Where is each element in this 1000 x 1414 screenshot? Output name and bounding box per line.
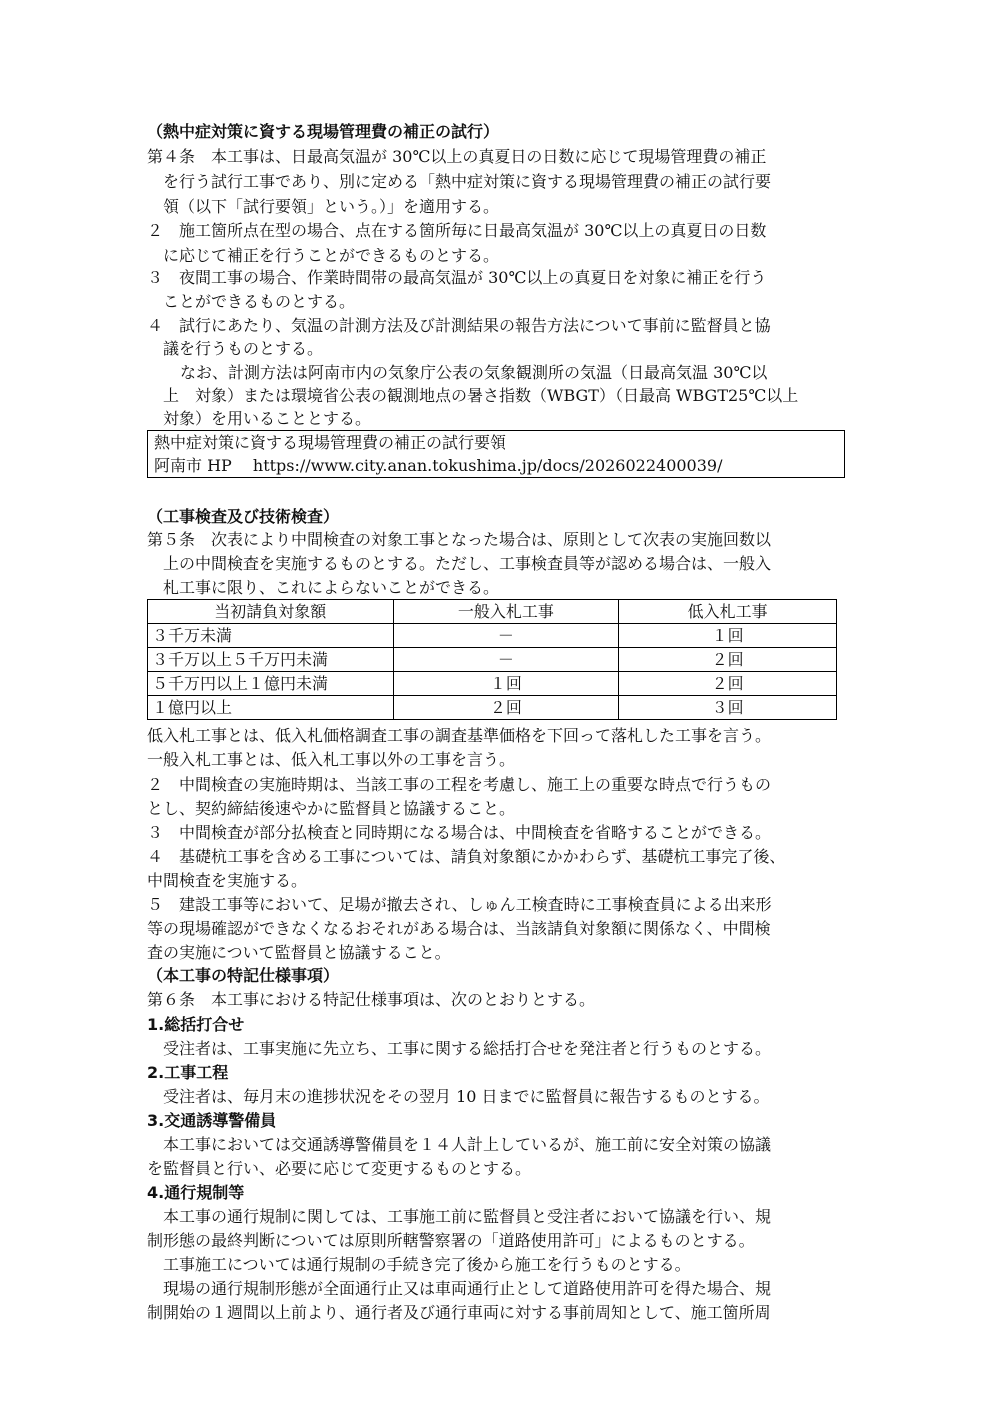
section-text-schedule: 受注者は、毎月末の進捗状況をその翌月 10 日までに監督員に報告するものとする。: [163, 1087, 770, 1106]
article6-heading: （本工事の特記仕様事項）: [147, 966, 340, 985]
table-cell: １回: [393, 672, 619, 696]
article5-note: 一般入札工事とは、低入札工事以外の工事を言う。: [147, 750, 516, 769]
article4-line: に応じて補正を行うことができるものとする。: [163, 246, 500, 265]
table-row: [148, 648, 837, 672]
table-cell: ３千万以上５千万円未満: [148, 648, 394, 672]
article5-line: 第５条 次表により中間検査の対象工事となった場合は、原則として次表の実施回数以: [147, 530, 772, 549]
reference-url: 阿南市 HP https://www.city.anan.tokushima.jp/docs/2026022400039/: [154, 456, 723, 475]
article5-note: とし、契約締結後速やかに監督員と協議すること。: [147, 799, 516, 818]
article4-line: 第４条 本工事は、日最高気温が 30℃以上の真夏日の日数に応じて現場管理費の補正: [147, 147, 767, 166]
table-cell: １回: [619, 624, 837, 648]
inspection-table: [147, 599, 837, 720]
table-cell: ２回: [393, 696, 619, 720]
section-text-traffic-control: 制開始の１週間以上前より、通行者及び通行車両に対する事前周知として、施工箇所周: [147, 1303, 771, 1322]
reference-box: [147, 430, 845, 478]
section-title-schedule: 2.工事工程: [147, 1063, 229, 1082]
article4-line: 上 対象）または環境省公表の観測地点の暑さ指数（WBGT）（日最高 WBGT25℃以上: [163, 386, 799, 405]
table-header: 当初請負対象額: [148, 600, 394, 624]
table-header: 低入札工事: [619, 600, 837, 624]
section-title-traffic-guard: 3.交通誘導警備員: [147, 1111, 277, 1130]
article4-line: なお、計測方法は阿南市内の気象庁公表の気象観測所の気温（日最高気温 30℃以: [180, 363, 768, 382]
article5-note: 査の実施について監督員と協議すること。: [147, 943, 451, 962]
table-cell: －: [393, 624, 619, 648]
article6-intro: 第６条 本工事における特記仕様事項は、次のとおりとする。: [147, 990, 596, 1009]
article5-note: ４ 基礎杭工事を含める工事については、請負対象額にかかわらず、基礎杭工事完了後、: [147, 847, 786, 866]
table-cell: １億円以上: [148, 696, 394, 720]
article4-line: ３ 夜間工事の場合、作業時間帯の最高気温が 30℃以上の真夏日を対象に補正を行う: [147, 268, 767, 287]
article5-note: 中間検査を実施する。: [147, 871, 308, 890]
article5-line: 上の中間検査を実施するものとする。ただし、工事検査員等が認める場合は、一般入: [163, 554, 772, 573]
article4-line: ４ 試行にあたり、気温の計測方法及び計測結果の報告方法について事前に監督員と協: [147, 316, 771, 335]
section-text-traffic-guard: 本工事においては交通誘導警備員を１４人計上しているが、施工前に安全対策の協議: [163, 1135, 772, 1154]
article5-note: ３ 中間検査が部分払検査と同時期になる場合は、中間検査を省略することができる。: [147, 823, 772, 842]
article4-line: 対象）を用いることとする。: [163, 409, 372, 428]
table-header: 一般入札工事: [393, 600, 619, 624]
section-text-traffic-control: 本工事の通行規制に関しては、工事施工前に監督員と受注者において協議を行い、規: [163, 1207, 772, 1226]
article5-heading: （工事検査及び技術検査）: [147, 507, 340, 526]
section-title-traffic-control: 4.通行規制等: [147, 1183, 245, 1202]
table-header-row: [148, 600, 837, 624]
article4-line: 議を行うものとする。: [163, 339, 324, 358]
article5-line: 札工事に限り、これによらないことができる。: [163, 578, 500, 597]
table-cell: －: [393, 648, 619, 672]
section-text-traffic-control: 工事施工については通行規制の手続き完了後から施工を行うものとする。: [163, 1255, 691, 1274]
article4-heading: （熱中症対策に資する現場管理費の補正の試行）: [147, 122, 500, 141]
section-text-traffic-control: 現場の通行規制形態が全面通行止又は車両通行止として道路使用許可を得た場合、規: [163, 1279, 772, 1298]
section-text-traffic-guard: を監督員と行い、必要に応じて変更するものとする。: [147, 1159, 532, 1178]
table-cell: ３回: [619, 696, 837, 720]
article4-line: ことができるものとする。: [163, 292, 356, 311]
table-row: [148, 672, 837, 696]
article4-line: ２ 施工箇所点在型の場合、点在する箇所毎に日最高気温が 30℃以上の真夏日の日数: [147, 221, 767, 240]
article5-note: ５ 建設工事等において、足場が撤去され、しゅん工検査時に工事検査員による出来形: [147, 895, 772, 914]
table-cell: ３千万未満: [148, 624, 394, 648]
section-text-traffic-control: 制形態の最終判断については原則所轄警察署の「道路使用許可」によるものとする。: [147, 1231, 755, 1250]
table-cell: ２回: [619, 648, 837, 672]
table-row: [148, 624, 837, 648]
article5-note: 等の現場確認ができなくなるおそれがある場合は、当該請負対象額に関係なく、中間検: [147, 919, 771, 938]
section-text-meeting: 受注者は、工事実施に先立ち、工事に関する総括打合せを発注者と行うものとする。: [163, 1039, 772, 1058]
table-row: [148, 696, 837, 720]
article5-note: 低入札工事とは、低入札価格調査工事の調査基準価格を下回って落札した工事を言う。: [147, 726, 772, 745]
article5-note: ２ 中間検査の実施時期は、当該工事の工程を考慮し、施工上の重要な時点で行うもの: [147, 775, 772, 794]
article4-line: 領（以下「試行要領」という。）」を適用する。: [163, 197, 500, 216]
table-cell: ５千万円以上１億円未満: [148, 672, 394, 696]
reference-title: 熱中症対策に資する現場管理費の補正の試行要領: [154, 433, 507, 452]
section-title-meeting: 1.総括打合せ: [147, 1015, 245, 1034]
article4-line: を行う試行工事であり、別に定める「熱中症対策に資する現場管理費の補正の試行要: [163, 172, 772, 191]
table-cell: ２回: [619, 672, 837, 696]
